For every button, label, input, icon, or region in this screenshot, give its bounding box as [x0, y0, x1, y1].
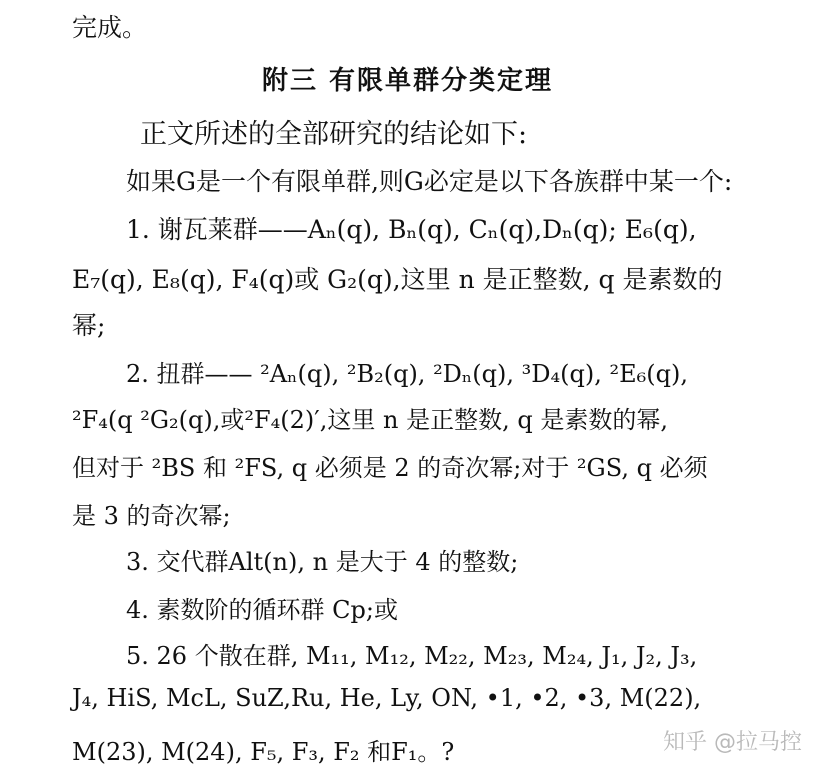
text-line-13: J₄, HiS, McL, SuZ,Ru, He, Ly, ON, •1, •2, •3, M(22), [72, 684, 702, 712]
text-line-6: 2. 扭群—— ²Aₙ(q), ²B₂(q), ²Dₙ(q), ³D₄(q), ²E₆(q), [126, 360, 688, 388]
text-line-1: 正文所述的全部研究的结论如下: [140, 119, 528, 150]
section-title: 附三 有限单群分类定理 [262, 66, 554, 96]
text-line-2: 如果G是一个有限单群,则G必定是以下各族群中某一个: [126, 167, 733, 196]
text-line-4: E₇(q), E₈(q), F₄(q)或 G₂(q),这里 n 是正整数, q 是素数的 [72, 265, 723, 294]
text-line-3: 1. 谢瓦莱群——Aₙ(q), Bₙ(q), Cₙ(q),Dₙ(q); E₆(q), [126, 215, 697, 244]
text-line-9: 是 3 的奇次幂; [72, 502, 231, 530]
text-line-12: 5. 26 个散在群, M₁₁, M₁₂, M₂₂, M₂₃, M₂₄, J₁, J₂, J₃, [126, 642, 698, 670]
text-line-8: 但对于 ²BS 和 ²FS, q 必须是 2 的奇次幂;对于 ²GS, q 必须 [72, 454, 708, 482]
text-line-5: 幂; [72, 311, 106, 340]
text-line-14: M(23), M(24), F₅, F₃, F₂ 和F₁。? [72, 738, 455, 766]
text-line-7: ²F₄(q ²G₂(q),或²F₄(2)′,这里 n 是正整数, q 是素数的幂, [72, 406, 668, 434]
watermark: 知乎 @拉马控 [663, 730, 802, 755]
text-line-11: 4. 素数阶的循环群 Cp;或 [126, 596, 398, 624]
text-line-10: 3. 交代群Alt(n), n 是大于 4 的整数; [126, 548, 519, 576]
text-line-0: 完成。 [72, 13, 148, 42]
